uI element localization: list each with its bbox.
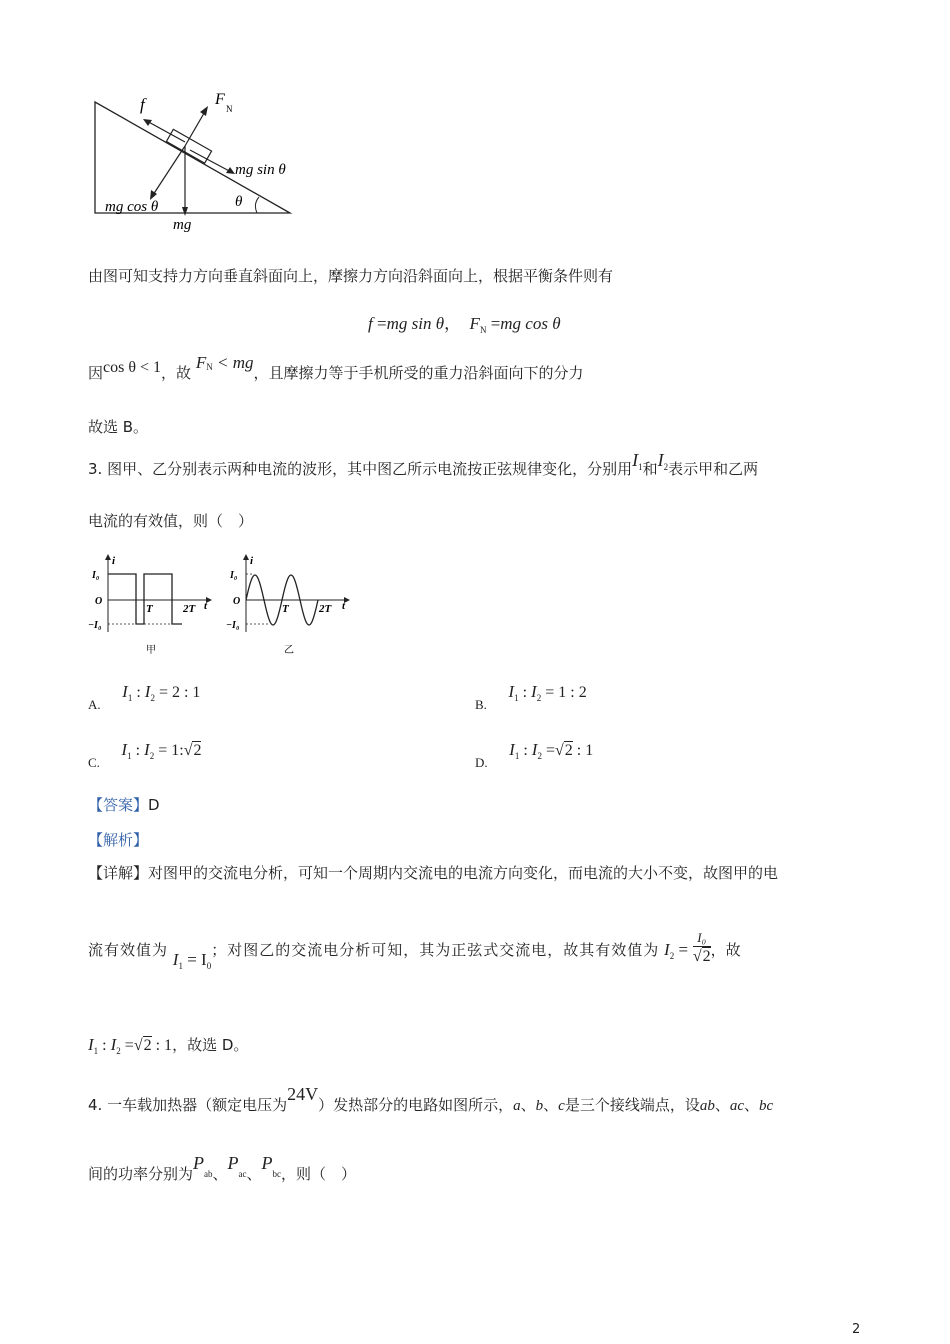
svg-text:乙: 乙	[284, 645, 294, 656]
detail-tag: 【详解】	[88, 864, 149, 882]
page-number: 2	[852, 1322, 861, 1337]
question-3: 3. 图甲、乙分别表示两种电流的波形，其中图乙所示电流按正弦规律变化，分别用$I^1$和$I^2$表示甲和乙两	[88, 450, 759, 478]
svg-text:2T: 2T	[319, 603, 332, 615]
svg-text:O: O	[233, 596, 241, 607]
question-4-line2: 间的功率分别为$P_{ab}$、$P_{ac}$、$P_{bc}$，则（ ）	[88, 1153, 357, 1183]
option-b[interactable]: B. $I_1$ : $I_2 = 1$ : 2	[475, 682, 587, 712]
option-a[interactable]: A. $I_1$ : $I_2 = 2$ : 1	[88, 682, 201, 712]
answer-value: D	[148, 796, 160, 814]
incline-force-diagram	[85, 90, 315, 235]
svg-text:I₀: I₀	[230, 570, 238, 581]
svg-text:−I₀: −I₀	[88, 620, 102, 631]
mg-label: mg	[173, 217, 192, 233]
option-c[interactable]: C. $I_1$ : $I_2$ = 1:√2	[88, 740, 202, 770]
svg-text:I₀: I₀	[92, 570, 100, 581]
option-d[interactable]: D. $I_1$ : $I_2 =√2$ : 1	[475, 740, 594, 770]
answer-tag: 【答案】	[88, 796, 149, 814]
svg-text:O: O	[95, 596, 103, 607]
mgsin-label: mg sin θ	[235, 162, 286, 178]
mgcos-label: mg cos θ	[105, 199, 159, 215]
paragraph-cos-condition: 因cos θ < 1，故 $F^N$ < mg，且摩擦力等于手机所受的重力沿斜面向下的分力	[88, 353, 584, 382]
friction-label: f	[140, 95, 145, 114]
detail-line-1: 【详解】对图甲的交流电分析，可知一个周期内交流电的电流方向变化，而电流的大小不变，故图甲的电	[88, 864, 779, 882]
svg-text:i: i	[112, 555, 116, 567]
svg-text:t: t	[204, 600, 208, 612]
normal-force-sub: N	[226, 104, 233, 114]
detail-line-2: 流有效值为 $I_1 = I_0$；对图乙的交流电分析可知，其为正弦式交流电，故其有效值为 $I_2$ = $\frac{\text{I₀}}{√2}$ ，故	[88, 930, 741, 971]
detail-line-3: $I_1$ : $I_2 =√2$ : 1，故选 D。	[88, 1035, 249, 1056]
svg-text:t: t	[342, 600, 346, 612]
paragraph-choose-b: 故选 B。	[88, 418, 149, 436]
question-4: 4. 一车载加热器（额定电压为24V）发热部分的电路如图所示，a、b、c是三个接线端点，设ab、ac、bc	[88, 1084, 774, 1114]
paragraph-equilibrium: 由图可知支持力方向垂直斜面向上，摩擦力方向沿斜面向上，根据平衡条件则有	[88, 267, 614, 285]
normal-force-label: F	[215, 91, 225, 108]
svg-text:甲: 甲	[146, 645, 156, 656]
graph-yi-sine-wave	[224, 552, 354, 657]
graph-jia-square-wave	[86, 552, 216, 657]
analysis-tag: 【解析】	[88, 831, 149, 849]
equation-balance: f =mg sin θ， $F_N =mg$ cos θ	[368, 314, 561, 335]
svg-text:T: T	[146, 603, 153, 615]
svg-text:−I₀: −I₀	[226, 620, 240, 631]
svg-text:2T: 2T	[183, 603, 196, 615]
theta-label: θ	[235, 194, 243, 210]
svg-text:i: i	[250, 555, 254, 567]
answer-line	[88, 794, 160, 815]
question-3-line2: 电流的有效值，则（ ）	[88, 512, 254, 530]
svg-text:T: T	[282, 603, 289, 615]
